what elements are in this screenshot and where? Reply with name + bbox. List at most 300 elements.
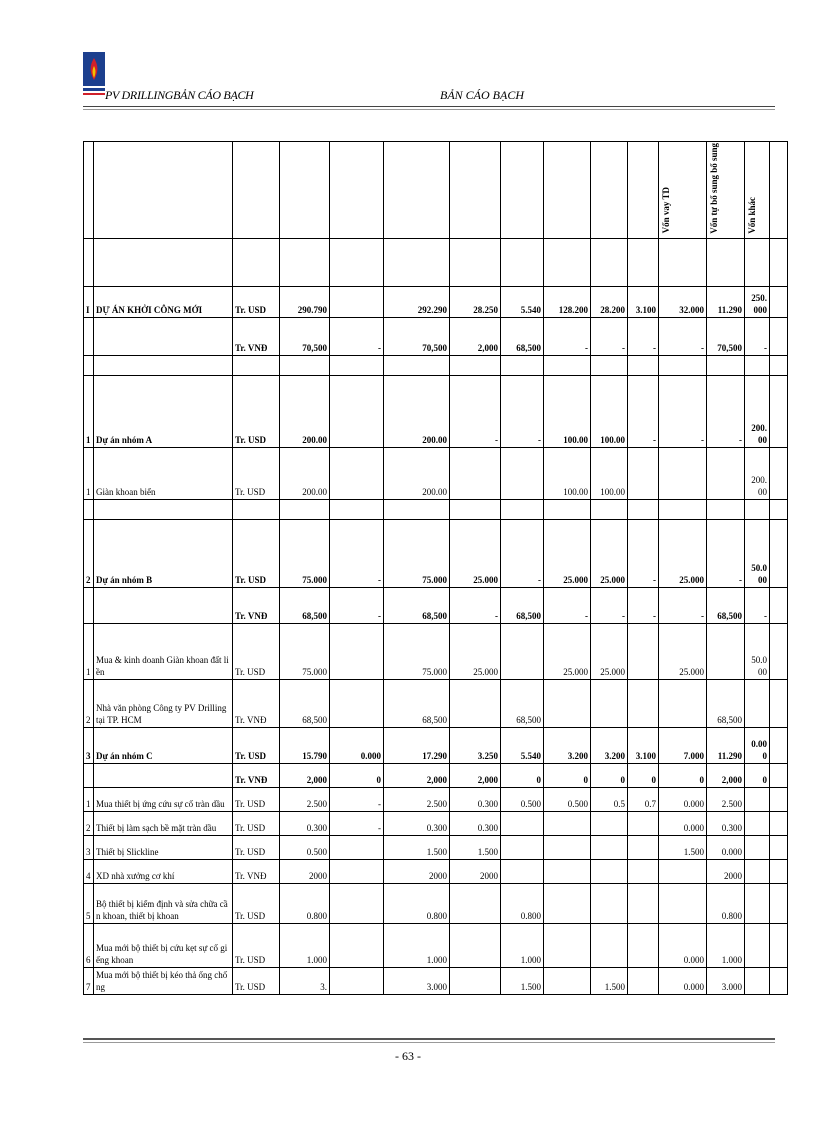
- value-cell: 100.00: [544, 375, 591, 447]
- value-cell: -: [628, 375, 659, 447]
- value-cell: 1.500: [659, 835, 707, 859]
- row-number-cell: I: [84, 286, 94, 317]
- value-cell: [628, 811, 659, 835]
- unit-cell: [233, 499, 280, 519]
- value-cell: [330, 499, 384, 519]
- value-cell: -: [707, 375, 745, 447]
- table-row: [84, 967, 788, 994]
- value-cell: [544, 835, 591, 859]
- value-cell: [591, 811, 628, 835]
- value-cell: 25.000: [659, 519, 707, 587]
- item-name-cell: Dự án nhóm B: [94, 519, 233, 587]
- value-cell: 17.290: [384, 727, 450, 763]
- unit-cell: Tr. USD: [233, 519, 280, 587]
- value-cell: 68,500: [707, 587, 745, 623]
- value-cell: 2000: [707, 859, 745, 883]
- table-row: [84, 763, 788, 787]
- item-name-cell: [94, 238, 233, 286]
- value-cell: [628, 355, 659, 375]
- value-cell: [745, 238, 770, 286]
- value-cell: 68,500: [707, 679, 745, 727]
- value-cell: [745, 787, 770, 811]
- row-number-cell: [84, 317, 94, 355]
- table-row: [84, 587, 788, 623]
- value-cell: [628, 499, 659, 519]
- value-cell: [501, 835, 544, 859]
- value-cell: [330, 447, 384, 499]
- value-cell: [770, 623, 788, 679]
- value-cell: [659, 859, 707, 883]
- row-number-cell: [84, 763, 94, 787]
- header-company-title: PV DRILLINGBẢN CÁO BẠCH: [105, 88, 254, 102]
- unit-cell: Tr. USD: [233, 623, 280, 679]
- value-cell: 0.800: [384, 883, 450, 923]
- value-cell: 75.000: [280, 623, 330, 679]
- value-cell: 1.500: [450, 835, 501, 859]
- value-cell: [659, 447, 707, 499]
- value-cell: 0.800: [501, 883, 544, 923]
- value-cell: [745, 923, 770, 967]
- value-cell: [330, 923, 384, 967]
- value-cell: [450, 883, 501, 923]
- value-cell: 3.200: [591, 727, 628, 763]
- value-cell: -: [544, 317, 591, 355]
- value-cell: [330, 835, 384, 859]
- value-cell: 2000: [384, 859, 450, 883]
- value-cell: 200.00: [280, 375, 330, 447]
- value-cell: [745, 499, 770, 519]
- unit-cell: [233, 238, 280, 286]
- value-cell: [280, 499, 330, 519]
- value-cell: 2.500: [384, 787, 450, 811]
- value-cell: 0: [591, 763, 628, 787]
- value-cell: [770, 835, 788, 859]
- value-cell: [770, 286, 788, 317]
- row-number-cell: 4: [84, 859, 94, 883]
- value-cell: 1.500: [384, 835, 450, 859]
- unit-cell: Tr. USD: [233, 727, 280, 763]
- table-row: [84, 286, 788, 317]
- value-cell: 0.500: [280, 835, 330, 859]
- value-cell: [770, 763, 788, 787]
- table-row: [84, 519, 788, 587]
- value-cell: 200.00: [745, 375, 770, 447]
- table-row: [84, 923, 788, 967]
- value-cell: [330, 859, 384, 883]
- value-cell: [659, 238, 707, 286]
- value-cell: 1.500: [501, 967, 544, 994]
- value-cell: [591, 499, 628, 519]
- value-cell: [707, 623, 745, 679]
- value-cell: [770, 375, 788, 447]
- item-name-cell: Mua mới bộ thiết bị cứu kẹt sự cố giếng khoan: [94, 923, 233, 967]
- value-cell: [628, 623, 659, 679]
- unit-cell: Tr. USD: [233, 375, 280, 447]
- unit-cell: Tr. VNĐ: [233, 679, 280, 727]
- table-header-row: [84, 142, 788, 239]
- value-cell: 2.500: [280, 787, 330, 811]
- value-cell: 1.000: [384, 923, 450, 967]
- header-rule: [83, 106, 775, 107]
- unit-cell: Tr. USD: [233, 286, 280, 317]
- value-cell: [450, 967, 501, 994]
- value-cell: 0: [330, 763, 384, 787]
- value-cell: 0.5: [591, 787, 628, 811]
- value-cell: [591, 859, 628, 883]
- value-cell: 0.800: [280, 883, 330, 923]
- item-name-cell: Mua mới bộ thiết bị kéo thả ống chống: [94, 967, 233, 994]
- value-cell: -: [330, 787, 384, 811]
- row-number-cell: 1: [84, 447, 94, 499]
- value-cell: 2,000: [384, 763, 450, 787]
- row-number-cell: 1: [84, 375, 94, 447]
- row-number-cell: 1: [84, 623, 94, 679]
- item-name-cell: Dự án nhóm C: [94, 727, 233, 763]
- value-cell: 0.000: [707, 835, 745, 859]
- value-cell: [707, 355, 745, 375]
- item-name-cell: [94, 355, 233, 375]
- value-cell: [770, 587, 788, 623]
- page-number: - 63 -: [395, 1049, 421, 1063]
- value-cell: 0: [628, 763, 659, 787]
- item-name-cell: Dự án nhóm A: [94, 375, 233, 447]
- value-cell: [384, 499, 450, 519]
- table-row: [84, 859, 788, 883]
- value-cell: [745, 811, 770, 835]
- value-cell: [745, 859, 770, 883]
- value-cell: 0.800: [707, 883, 745, 923]
- table-row: [84, 883, 788, 923]
- value-cell: [591, 355, 628, 375]
- value-cell: 2,000: [280, 763, 330, 787]
- value-cell: [770, 499, 788, 519]
- header-rule-thin: [83, 109, 775, 110]
- value-cell: 200.00: [280, 447, 330, 499]
- value-cell: 0.300: [450, 787, 501, 811]
- value-cell: -: [707, 519, 745, 587]
- item-name-cell: Mua thiết bị ứng cứu sự cố tràn dầu: [94, 787, 233, 811]
- value-cell: 0.000: [659, 923, 707, 967]
- value-cell: 0.300: [707, 811, 745, 835]
- value-cell: 0.000: [330, 727, 384, 763]
- row-number-cell: [84, 499, 94, 519]
- item-name-cell: [94, 763, 233, 787]
- value-cell: [544, 859, 591, 883]
- item-name-cell: Thiết bị Slickline: [94, 835, 233, 859]
- value-cell: 0: [501, 763, 544, 787]
- value-cell: [450, 355, 501, 375]
- row-number-cell: 3: [84, 727, 94, 763]
- value-cell: 0.7: [628, 787, 659, 811]
- value-cell: [770, 317, 788, 355]
- value-cell: 68,500: [501, 587, 544, 623]
- value-cell: 25.000: [450, 519, 501, 587]
- value-cell: 3.000: [384, 967, 450, 994]
- row-number-cell: 2: [84, 811, 94, 835]
- value-cell: [544, 923, 591, 967]
- value-cell: [745, 967, 770, 994]
- col-header-own-capital: Vốn tự bổ sung bổ sung: [707, 142, 745, 239]
- value-cell: 25.000: [544, 519, 591, 587]
- item-name-cell: Mua & kinh doanh Giàn khoan đất liền: [94, 623, 233, 679]
- value-cell: [707, 238, 745, 286]
- col-header-other-capital: Vốn khác: [745, 142, 770, 239]
- value-cell: [659, 499, 707, 519]
- value-cell: 70,500: [280, 317, 330, 355]
- value-cell: 25.000: [659, 623, 707, 679]
- item-name-cell: DỰ ÁN KHỞI CÔNG MỚI: [94, 286, 233, 317]
- col-header-loan: Vốn vay TD: [659, 142, 707, 239]
- value-cell: [745, 355, 770, 375]
- value-cell: 25.000: [544, 623, 591, 679]
- value-cell: [280, 355, 330, 375]
- investment-table: [83, 141, 788, 995]
- value-cell: 200.00: [745, 447, 770, 499]
- item-name-cell: [94, 499, 233, 519]
- value-cell: [628, 883, 659, 923]
- unit-cell: Tr. USD: [233, 447, 280, 499]
- value-cell: 3.: [280, 967, 330, 994]
- value-cell: -: [659, 317, 707, 355]
- unit-cell: Tr. VNĐ: [233, 317, 280, 355]
- value-cell: 68,500: [501, 317, 544, 355]
- value-cell: [770, 859, 788, 883]
- value-cell: [628, 835, 659, 859]
- value-cell: [501, 623, 544, 679]
- value-cell: [544, 883, 591, 923]
- value-cell: -: [501, 375, 544, 447]
- value-cell: [707, 499, 745, 519]
- table-row: [84, 447, 788, 499]
- value-cell: [628, 238, 659, 286]
- value-cell: [628, 923, 659, 967]
- value-cell: 2000: [450, 859, 501, 883]
- value-cell: [330, 623, 384, 679]
- value-cell: [450, 238, 501, 286]
- value-cell: 50.000: [745, 519, 770, 587]
- value-cell: [628, 679, 659, 727]
- value-cell: [628, 447, 659, 499]
- unit-cell: Tr. USD: [233, 787, 280, 811]
- value-cell: 3.200: [544, 727, 591, 763]
- value-cell: 0: [544, 763, 591, 787]
- value-cell: -: [450, 375, 501, 447]
- value-cell: [450, 499, 501, 519]
- unit-cell: Tr. VNĐ: [233, 763, 280, 787]
- unit-cell: Tr. USD: [233, 835, 280, 859]
- item-name-cell: [94, 317, 233, 355]
- value-cell: 0: [659, 763, 707, 787]
- item-name-cell: Giàn khoan biển: [94, 447, 233, 499]
- value-cell: 25.000: [591, 519, 628, 587]
- value-cell: 68,500: [280, 587, 330, 623]
- value-cell: 292.290: [384, 286, 450, 317]
- value-cell: 75.000: [280, 519, 330, 587]
- value-cell: 2.500: [707, 787, 745, 811]
- value-cell: 100.00: [591, 375, 628, 447]
- value-cell: 1.000: [707, 923, 745, 967]
- row-number-cell: 2: [84, 679, 94, 727]
- table-row: [84, 727, 788, 763]
- value-cell: 3.250: [450, 727, 501, 763]
- value-cell: 0.500: [501, 787, 544, 811]
- value-cell: 0.500: [544, 787, 591, 811]
- value-cell: [770, 519, 788, 587]
- value-cell: 75.000: [384, 519, 450, 587]
- table-row: [84, 375, 788, 447]
- value-cell: [591, 238, 628, 286]
- value-cell: [450, 679, 501, 727]
- value-cell: [628, 967, 659, 994]
- value-cell: [707, 447, 745, 499]
- value-cell: 0.300: [384, 811, 450, 835]
- table-row: [84, 835, 788, 859]
- value-cell: -: [330, 587, 384, 623]
- row-number-cell: [84, 238, 94, 286]
- value-cell: [501, 447, 544, 499]
- table-row: [84, 355, 788, 375]
- value-cell: [659, 679, 707, 727]
- table-row: [84, 623, 788, 679]
- value-cell: [770, 787, 788, 811]
- row-number-cell: 2: [84, 519, 94, 587]
- value-cell: [330, 355, 384, 375]
- value-cell: [330, 238, 384, 286]
- value-cell: [384, 355, 450, 375]
- value-cell: 32.000: [659, 286, 707, 317]
- value-cell: -: [330, 317, 384, 355]
- value-cell: [330, 286, 384, 317]
- item-name-cell: XD nhà xưởng cơ khí: [94, 859, 233, 883]
- unit-cell: Tr. USD: [233, 811, 280, 835]
- row-number-cell: [84, 587, 94, 623]
- value-cell: [591, 835, 628, 859]
- value-cell: 75.000: [384, 623, 450, 679]
- value-cell: 3.100: [628, 727, 659, 763]
- unit-cell: Tr. USD: [233, 923, 280, 967]
- value-cell: -: [591, 317, 628, 355]
- value-cell: 1.000: [501, 923, 544, 967]
- value-cell: [544, 238, 591, 286]
- value-cell: [770, 811, 788, 835]
- value-cell: [544, 679, 591, 727]
- value-cell: [770, 727, 788, 763]
- value-cell: 200.00: [384, 447, 450, 499]
- value-cell: [544, 811, 591, 835]
- value-cell: 7.000: [659, 727, 707, 763]
- value-cell: [450, 923, 501, 967]
- row-number-cell: 3: [84, 835, 94, 859]
- value-cell: [770, 447, 788, 499]
- table-row: [84, 499, 788, 519]
- unit-cell: [233, 355, 280, 375]
- value-cell: [591, 923, 628, 967]
- value-cell: [770, 923, 788, 967]
- value-cell: [770, 355, 788, 375]
- value-cell: -: [330, 519, 384, 587]
- table-row: [84, 317, 788, 355]
- unit-cell: Tr. VNĐ: [233, 587, 280, 623]
- value-cell: 3.100: [628, 286, 659, 317]
- value-cell: 68,500: [501, 679, 544, 727]
- value-cell: [450, 447, 501, 499]
- value-cell: 2,000: [450, 317, 501, 355]
- value-cell: 50.000: [745, 623, 770, 679]
- value-cell: [544, 355, 591, 375]
- value-cell: 0.000: [659, 787, 707, 811]
- value-cell: 0.000: [659, 811, 707, 835]
- value-cell: [501, 859, 544, 883]
- value-cell: [745, 883, 770, 923]
- value-cell: 68,500: [280, 679, 330, 727]
- row-number-cell: 5: [84, 883, 94, 923]
- footer-rule-thin: [83, 1042, 775, 1043]
- value-cell: 11.290: [707, 286, 745, 317]
- footer-rule: [83, 1038, 775, 1040]
- table-row: [84, 679, 788, 727]
- value-cell: 0.000: [745, 727, 770, 763]
- value-cell: -: [544, 587, 591, 623]
- value-cell: 70,500: [707, 317, 745, 355]
- row-number-cell: 7: [84, 967, 94, 994]
- unit-cell: Tr. USD: [233, 883, 280, 923]
- value-cell: 2,000: [707, 763, 745, 787]
- value-cell: [384, 238, 450, 286]
- value-cell: [501, 499, 544, 519]
- value-cell: -: [501, 519, 544, 587]
- item-name-cell: Nhà văn phòng Công ty PV Drilling tại TP. HCM: [94, 679, 233, 727]
- value-cell: 200.00: [384, 375, 450, 447]
- table-row: [84, 787, 788, 811]
- value-cell: 3.000: [707, 967, 745, 994]
- value-cell: -: [745, 587, 770, 623]
- value-cell: [280, 238, 330, 286]
- value-cell: 0.000: [659, 967, 707, 994]
- value-cell: [745, 679, 770, 727]
- value-cell: [330, 883, 384, 923]
- value-cell: -: [450, 587, 501, 623]
- value-cell: [501, 238, 544, 286]
- value-cell: [544, 967, 591, 994]
- header-document-title: BẢN CÁO BẠCH: [440, 88, 524, 102]
- item-name-cell: Bộ thiết bị kiểm định và sửa chữa cần khoan, thiết bị khoan: [94, 883, 233, 923]
- value-cell: 28.200: [591, 286, 628, 317]
- value-cell: 0.300: [280, 811, 330, 835]
- value-cell: [591, 883, 628, 923]
- value-cell: -: [330, 811, 384, 835]
- value-cell: 28.250: [450, 286, 501, 317]
- value-cell: 2000: [280, 859, 330, 883]
- value-cell: [591, 679, 628, 727]
- value-cell: 290.790: [280, 286, 330, 317]
- value-cell: [659, 883, 707, 923]
- value-cell: 68,500: [384, 679, 450, 727]
- value-cell: 100.00: [544, 447, 591, 499]
- value-cell: 5.540: [501, 286, 544, 317]
- value-cell: [330, 679, 384, 727]
- value-cell: [770, 238, 788, 286]
- value-cell: [659, 355, 707, 375]
- value-cell: 5.540: [501, 727, 544, 763]
- value-cell: [745, 835, 770, 859]
- value-cell: [770, 679, 788, 727]
- unit-cell: Tr. USD: [233, 967, 280, 994]
- value-cell: 11.290: [707, 727, 745, 763]
- item-name-cell: [94, 587, 233, 623]
- company-logo: [83, 52, 105, 98]
- value-cell: 68,500: [384, 587, 450, 623]
- value-cell: -: [628, 587, 659, 623]
